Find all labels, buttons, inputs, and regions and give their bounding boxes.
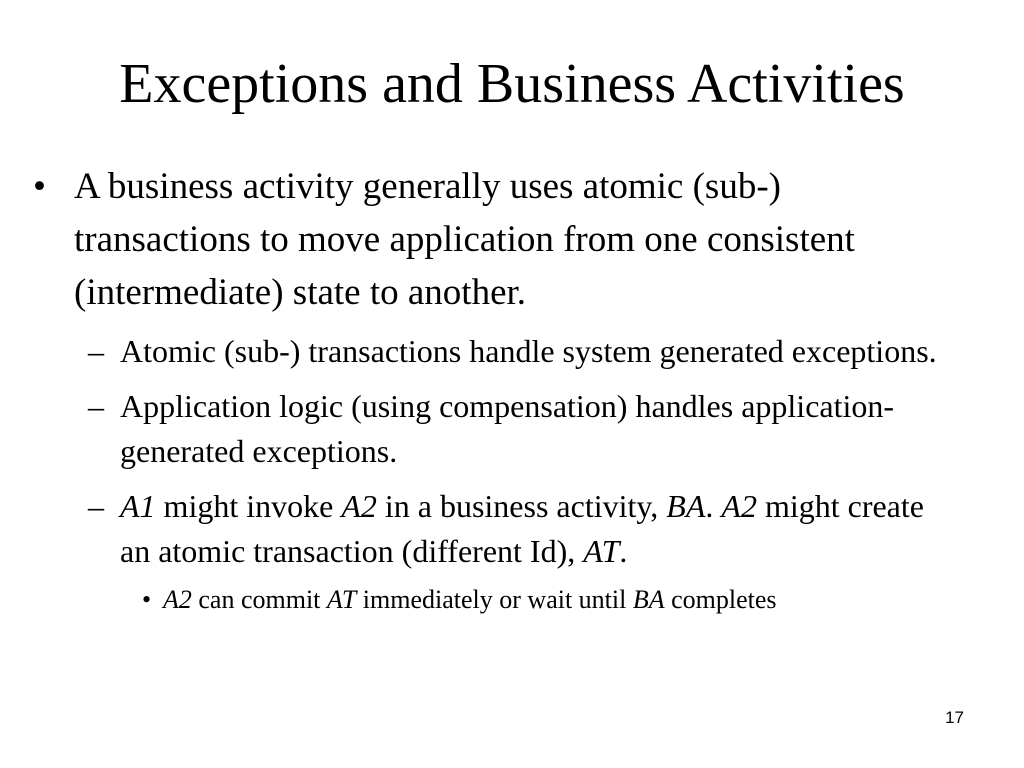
term-at: AT: [583, 533, 620, 569]
bullet-icon: •: [33, 166, 46, 207]
term-at: AT: [326, 585, 357, 614]
text-segment: .: [619, 533, 628, 569]
term-a2: A2: [163, 585, 192, 614]
page-number: 17: [945, 708, 964, 727]
sub-sub-bullet-text: [163, 585, 777, 614]
sub-bullet-a1-invokes-a2: [0, 484, 960, 574]
sub-bullet-text: Application logic (using compensation) handles application-generated exceptions.: [120, 388, 895, 469]
text-segment: in a business activity,: [376, 488, 667, 524]
sub-bullet-application-exceptions: [0, 384, 960, 474]
sub-bullet-text: [120, 488, 924, 569]
slide-title: Exceptions and Business Activities: [119, 53, 905, 115]
term-ba: BA: [632, 585, 665, 614]
bullet-level-1: [0, 160, 964, 319]
bullet-icon: •: [142, 585, 152, 614]
term-a2: A2: [341, 488, 377, 524]
text-segment: might create an atomic transaction (different Id),: [120, 488, 924, 569]
text-segment: completes: [664, 585, 777, 614]
text-segment: might invoke: [155, 488, 342, 524]
text-segment: .: [705, 488, 722, 524]
sub-sub-bullet-commit: [0, 582, 983, 618]
dash-icon: –: [88, 488, 104, 524]
term-ba: BA: [666, 488, 706, 524]
sub-bullet-system-exceptions: [0, 329, 960, 374]
bullet-text: A business activity generally uses atomic (sub-) transactions to move application from one consistent (intermediate) state to another.: [74, 166, 855, 313]
text-segment: immediately or wait until: [356, 585, 633, 614]
dash-icon: –: [88, 388, 104, 424]
text-segment: can commit: [191, 585, 327, 614]
sub-bullet-text: Atomic (sub-) transactions handle system generated exceptions.: [120, 333, 937, 369]
term-a2: A2: [721, 488, 757, 524]
term-a1: A1: [120, 488, 156, 524]
slide-content: [0, 160, 1024, 618]
dash-icon: –: [88, 333, 104, 369]
